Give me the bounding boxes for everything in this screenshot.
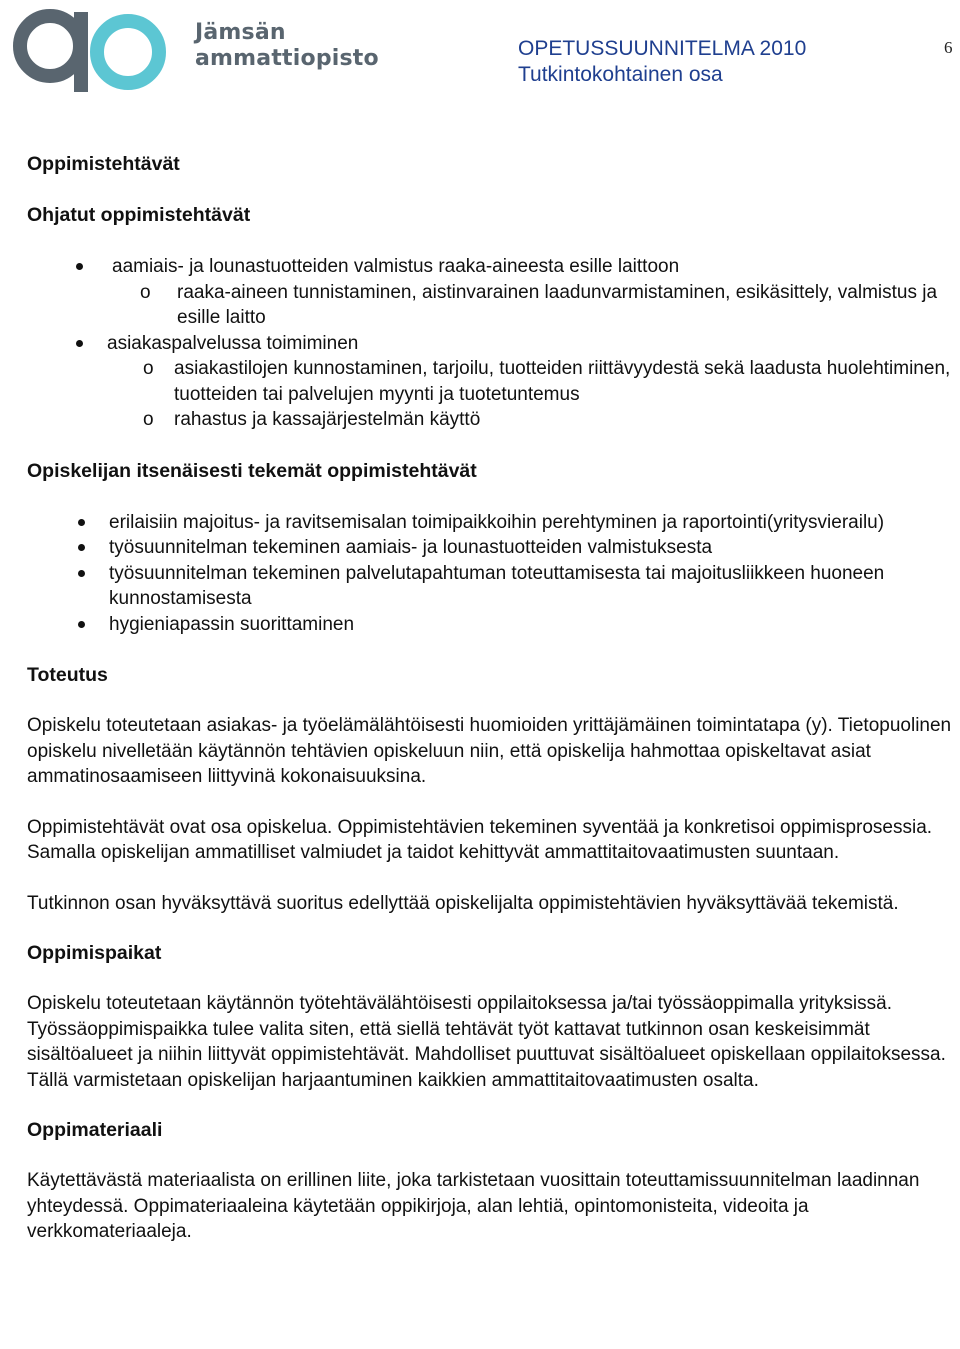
independent-tasks-list (27, 510, 957, 638)
heading-itsenaiset: Opiskelijan itsenäisesti tekemät oppimistehtävät (27, 459, 477, 482)
paragraph-toteutus-3: Tutkinnon osan hyväksyttävä suoritus edellyttää opiskelijalta oppimistehtävien hyväksyttävää tekemistä. (27, 892, 899, 914)
sub-list-item: o asiakastilojen kunnostaminen, tarjoilu, tuotteiden riittävyydestä sekä laadusta huolehtiminen, tuotteiden tai palvelujen myynti ja tuotetuntemus (27, 356, 957, 407)
sub-list (112, 280, 957, 331)
list-item: työsuunnitelman tekeminen aamiais- ja lounastuotteiden valmistuksesta (27, 535, 957, 561)
list-item (27, 254, 957, 331)
list-item-text: aamiais- ja lounastuotteiden valmistus raaka-aineesta esille laittoon (112, 256, 680, 277)
document-title (518, 36, 806, 88)
heading-oppimispaikat: Oppimispaikat (27, 942, 162, 964)
list-item: työsuunnitelman tekeminen palvelutapahtuman toteuttamisesta tai majoitusliikkeen huoneen kunnostamisesta (27, 561, 957, 612)
heading-ohjatut: Ohjatut oppimistehtävät (27, 204, 251, 226)
paragraph-toteutus-2: Oppimistehtävät ovat osa opiskelua. Oppimistehtävien tekeminen syventää ja konkretisoi oppimisprosessia. Samalla opiskelijan ammatilliset valmiudet ja taidot kehittyvät ammattitaitovaatimusten suuntaan. (27, 816, 933, 863)
document-title-sub: Tutkintokohtainen osa (518, 63, 723, 86)
ao-logo (2, 2, 172, 98)
heading-toteutus: Toteutus (27, 664, 108, 686)
sub-list (107, 356, 957, 433)
list-item-text: asiakaspalvelussa toimiminen (107, 332, 359, 354)
list-item: hygieniapassin suorittaminen (27, 612, 957, 638)
sub-list-item: o rahastus ja kassajärjestelmän käyttö (27, 407, 957, 433)
school-name-logo (195, 20, 379, 72)
paragraph-toteutus-1: Opiskelu toteutetaan asiakas- ja työelämälähtöisesti huomioiden yrittäjämäinen toimintatapa (y). Tietopuolinen opiskelu nivelletään käytännön tehtävien opiskeluun niin, että opiskelija hahmottaa opiskeltavat asiat ammatinosaamiseen liittyvinä kokonaisuuksina. (27, 715, 952, 787)
list-item: erilaisiin majoitus- ja ravitsemisalan toimipaikkoihin perehtyminen ja raportointi(yritysvierailu) (27, 510, 957, 536)
logo-line-2: ammattiopisto (195, 46, 379, 71)
page-header (0, 0, 960, 110)
sub-list-item: o raaka-aineen tunnistaminen, aistinvarainen laadunvarmistaminen, esikäsittely, valmistus ja esille laitto (27, 280, 957, 331)
page-number: 6 (944, 38, 953, 57)
document-body (27, 152, 957, 1245)
document-title-main: OPETUSSUUNNITELMA 2010 (518, 37, 807, 60)
guided-tasks-list (27, 254, 957, 433)
heading-oppimistehtavat: Oppimistehtävät (27, 153, 180, 175)
heading-oppimateriaali: Oppimateriaali (27, 1119, 163, 1141)
paragraph-oppimateriaali: Käytettävästä materiaalista on erillinen liite, joka tarkistetaan vuosittain toteuttamissuunnitelman laadinnan yhteydessä. Oppimateriaaleina käytetään oppikirjoja, alan lehtiä, opintomonisteita, videoita ja verkkomateriaaleja. (27, 1170, 920, 1242)
paragraph-oppimispaikat: Opiskelu toteutetaan käytännön työtehtävälähtöisesti oppilaitoksessa ja/tai työssäoppimalla yrityksissä. Työssäoppimispaikka tulee valita siten, että siellä tehtävät työt kattavat tutkinnon osan keskeisimmät sisältöalueet ja niihin liittyvät oppimistehtävät. Mahdolliset puuttuvat sisältöalueet opiskellaan oppilaitoksessa. Tällä varmistetaan opiskelijan harjaantuminen kaikkien ammattitaitovaatimusten osalta. (27, 993, 946, 1091)
list-item (27, 331, 957, 433)
logo-line-1: Jämsän (195, 20, 286, 45)
